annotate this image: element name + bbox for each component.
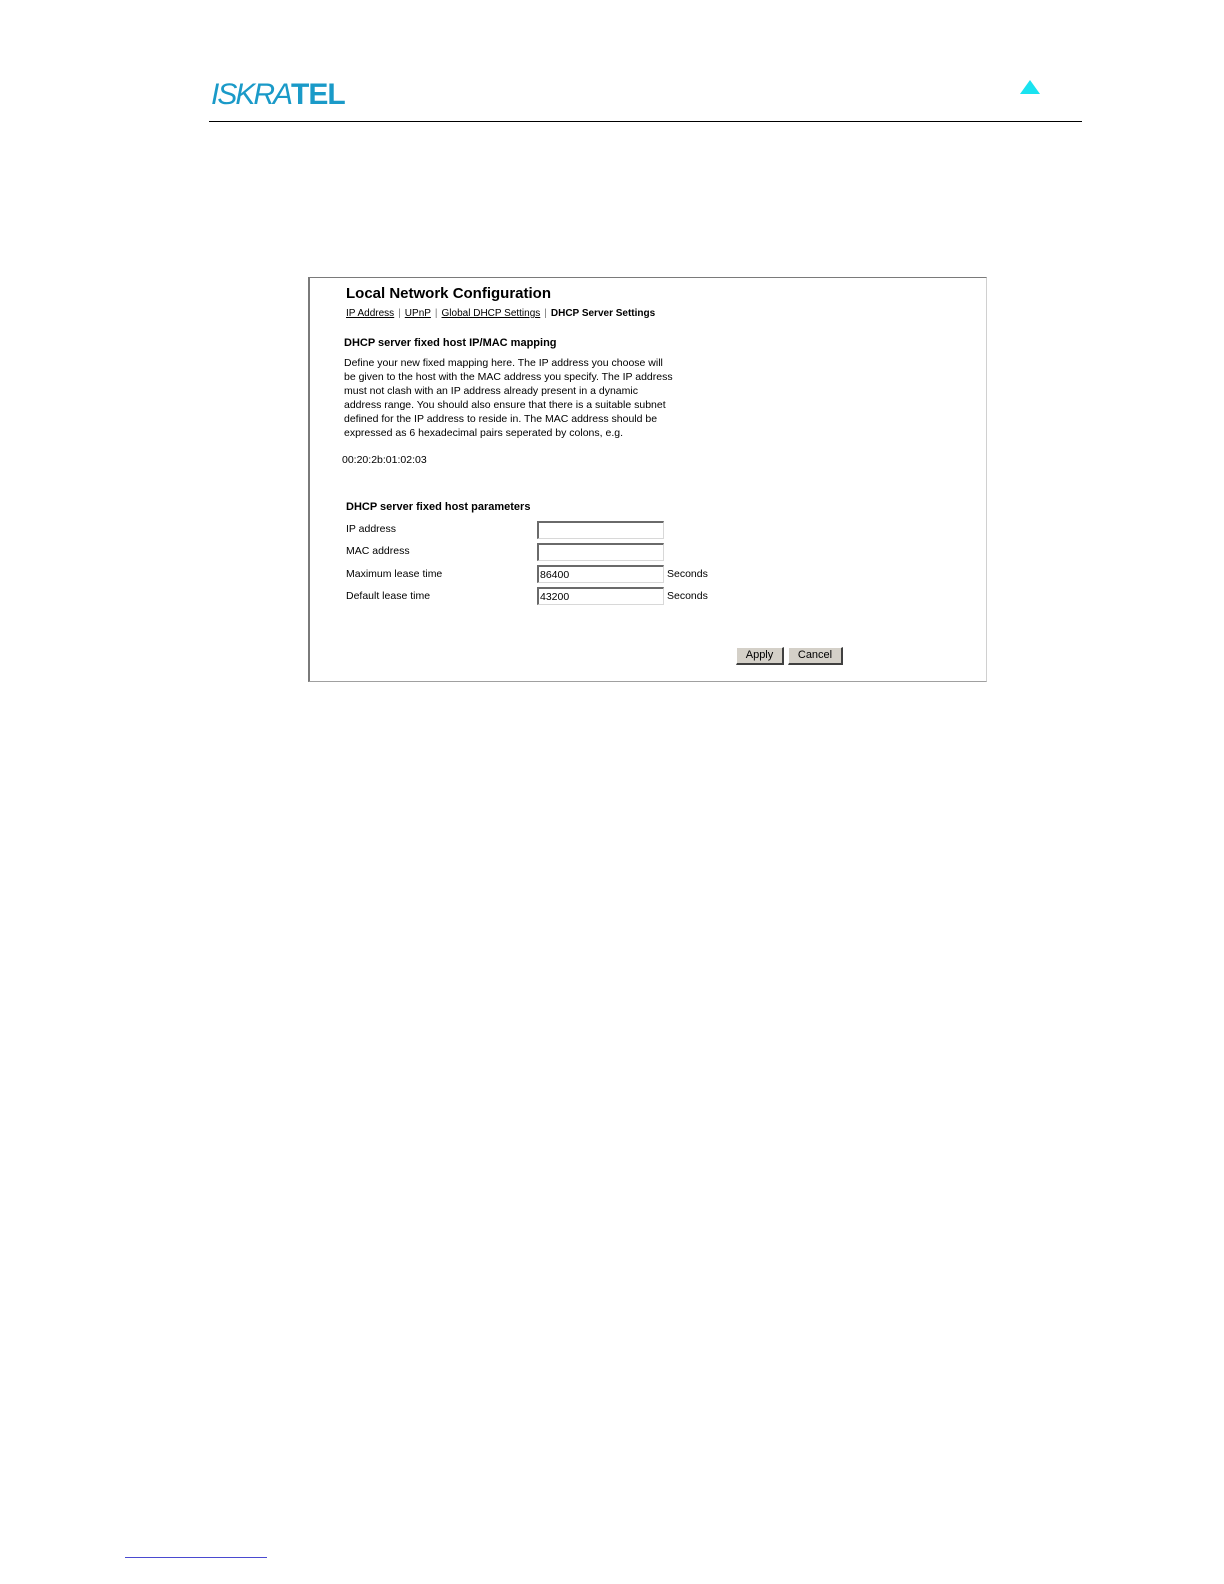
breadcrumb-nav — [346, 308, 655, 319]
max-lease-time-label: Maximum lease time — [346, 568, 443, 580]
cancel-button[interactable]: Cancel — [788, 647, 843, 665]
iskratel-logo — [211, 80, 345, 110]
mac-address-input[interactable] — [537, 543, 664, 561]
header-divider — [209, 121, 1082, 122]
nav-separator: | — [544, 308, 547, 319]
mac-address-label: MAC address — [346, 545, 410, 557]
max-lease-unit: Seconds — [667, 568, 708, 580]
params-heading: DHCP server fixed host parameters — [346, 501, 531, 513]
default-lease-time-label: Default lease time — [346, 590, 431, 602]
logo-text-bold: TEL — [291, 78, 345, 111]
local-network-config-panel — [308, 277, 987, 682]
nav-link-ip-address[interactable]: IP Address — [346, 308, 395, 319]
ip-address-input[interactable] — [537, 521, 664, 539]
up-triangle-icon — [1020, 80, 1040, 94]
nav-separator: | — [434, 308, 438, 319]
nav-link-global-dhcp-settings[interactable]: Global DHCP Settings — [441, 308, 541, 319]
default-lease-time-input[interactable] — [537, 587, 664, 605]
apply-button[interactable]: Apply — [736, 647, 784, 665]
footer-link-line — [125, 1557, 267, 1558]
mapping-description: Define your new fixed mapping here. The IP address you choose will be given to the host with the MAC address you specify. The IP address must not clash with an IP address already present in a dynamic address range. You should also ensure that there is a suitable subnet defined for the IP address to reside in. The MAC address should be expressed as 6 hexadecimal pairs seperated by colons, e.g. — [344, 357, 673, 439]
nav-link-upnp[interactable]: UPnP — [404, 308, 431, 319]
nav-separator: | — [398, 308, 401, 319]
page-title: Local Network Configuration — [346, 285, 552, 302]
mapping-example: 00:20:2b:01:02:03 — [342, 454, 427, 466]
ip-address-label: IP address — [346, 523, 397, 535]
mapping-heading: DHCP server fixed host IP/MAC mapping — [344, 337, 557, 349]
logo-text-light: ISKRA — [211, 78, 292, 111]
max-lease-time-input[interactable] — [537, 565, 664, 583]
default-lease-unit: Seconds — [667, 590, 708, 602]
nav-current-dhcp-server-settings: DHCP Server Settings — [550, 308, 656, 319]
